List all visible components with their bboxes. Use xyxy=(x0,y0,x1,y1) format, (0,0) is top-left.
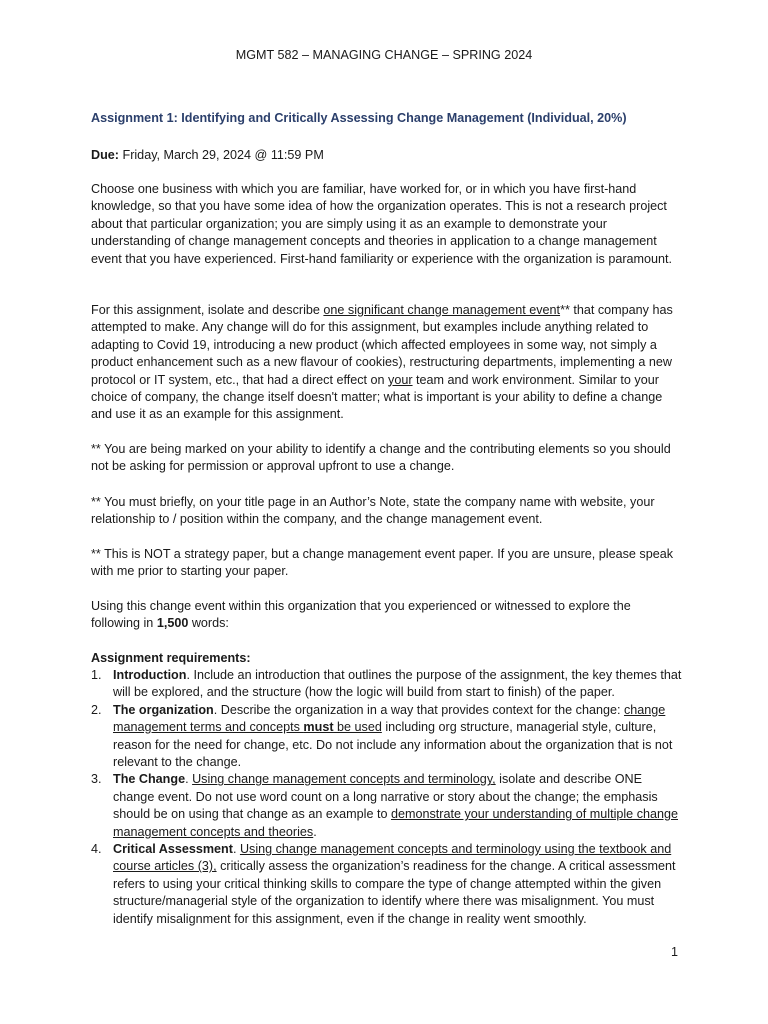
item-number: 1. xyxy=(91,668,102,682)
item-underlined: Using change management concepts and terminology, xyxy=(192,772,496,787)
due-label: Due: xyxy=(91,148,119,162)
item-heading: The organization xyxy=(113,702,214,717)
item-underlined: be used xyxy=(333,720,382,735)
due-date xyxy=(91,147,324,164)
item-text: . Include an introduction that outlines the purpose of the assignment, the key themes that will be explored, and the structure (how the logic will build from start to finish) of the paper. xyxy=(113,668,682,700)
due-value: Friday, March 29, 2024 @ 11:59 PM xyxy=(119,148,324,162)
item-number: 3. xyxy=(91,772,102,787)
item-heading: Introduction xyxy=(113,668,187,682)
requirement-item-critical-assessment xyxy=(91,841,683,928)
item-number: 2. xyxy=(91,702,102,717)
isolate-paragraph xyxy=(91,302,683,424)
isolate-underlined: one significant change management event xyxy=(323,303,561,317)
item-heading: The Change xyxy=(113,772,186,787)
item-underlined: Using change management concepts and terminology using the textbook and course articles (3), xyxy=(113,842,672,874)
item-underlined: change management terms and concepts xyxy=(113,702,666,735)
explore-paragraph xyxy=(91,598,683,633)
item-text: . Describe the organization in a way that provides context for the change: xyxy=(213,702,624,717)
intro-paragraph: Choose one business with which you are familiar, have worked for, or in which you have first-hand knowledge, so that you have some idea of how the organization operates. This is not a research project about that particular organization; you are simply using it as an example to demonstrate your understanding of change management concepts and theories in application to a change management event that you have experienced. First-hand familiarity or experience with the organization is paramount. xyxy=(91,182,673,266)
item-underlined-bold: must xyxy=(303,720,334,735)
requirements-list xyxy=(91,667,683,928)
isolate-text-3: team and work environment. Similar to your choice of company, the change itself doesn't matter; what is important is your ability to define a change and use it as an example for this assignment. xyxy=(91,372,663,422)
course-title: MGMT 582 – MANAGING CHANGE – SPRING 2024 xyxy=(235,48,533,62)
item-text: . xyxy=(185,772,193,787)
isolate-text-1: For this assignment, isolate and describe xyxy=(91,303,324,317)
item-text: . xyxy=(232,842,240,857)
note-strategy: ** This is NOT a strategy paper, but a change management event paper. If you are unsure, please speak with me prior to starting your paper. xyxy=(91,547,673,579)
note-authors-note: ** You must briefly, on your title page in an Author’s Note, state the company name with website, your relationship to / position within the company, and the change management event. xyxy=(91,495,655,527)
item-text: critically assess the organization’s readiness for the change. A critical assessment refers to using your critical thinking skills to compare the type of change attempted within the given structure/managerial style of the organization to identify where there was misalignment. You must identify misalignment for this assignment, even if the change in reality went smoothly. xyxy=(113,859,676,926)
word-count: 1,500 xyxy=(156,616,189,631)
note-marking: ** You are being marked on your ability to identify a change and the contributing elements so you should not be asking for permission or approval upfront to use a change. xyxy=(91,442,671,474)
isolate-text-2: ** that company has attempted to make. Any change will do for this assignment, but examples include anything related to adapting to Covid 19, introducing a new product (which affected employees in some way, not simply a product enhancement such as a new flavour of cookies), restructuring departments, implementing a new protocol or IT system, etc., that had a direct effect on xyxy=(91,303,673,387)
item-text: isolate and describe ONE change event. Do not use word count on a long narrative or story about the change; the emphasis should be on using that change as an example to xyxy=(113,772,658,822)
item-text: . xyxy=(313,824,317,839)
item-text: including org structure, managerial style, culture, reason for the need for change, etc. Do not include any information about the organization that is not relevant to the change. xyxy=(113,720,673,770)
requirement-item-introduction xyxy=(91,667,683,702)
requirements-heading: Assignment requirements: xyxy=(91,651,251,665)
isolate-your: your xyxy=(388,372,413,387)
explore-text-1: Using this change event within this organization that you experienced or witnessed to explore the following in xyxy=(91,599,631,631)
page-number: 1 xyxy=(670,945,678,959)
requirement-item-change xyxy=(91,771,683,841)
item-heading: Critical Assessment xyxy=(113,842,233,857)
explore-text-2: words: xyxy=(188,616,229,631)
item-underlined: demonstrate your understanding of multiple change management concepts and theories xyxy=(113,807,679,839)
item-number: 4. xyxy=(91,842,102,857)
assignment-title: Assignment 1: Identifying and Critically Assessing Change Management (Individual, 20%) xyxy=(91,111,627,125)
requirement-item-organization xyxy=(91,702,683,772)
